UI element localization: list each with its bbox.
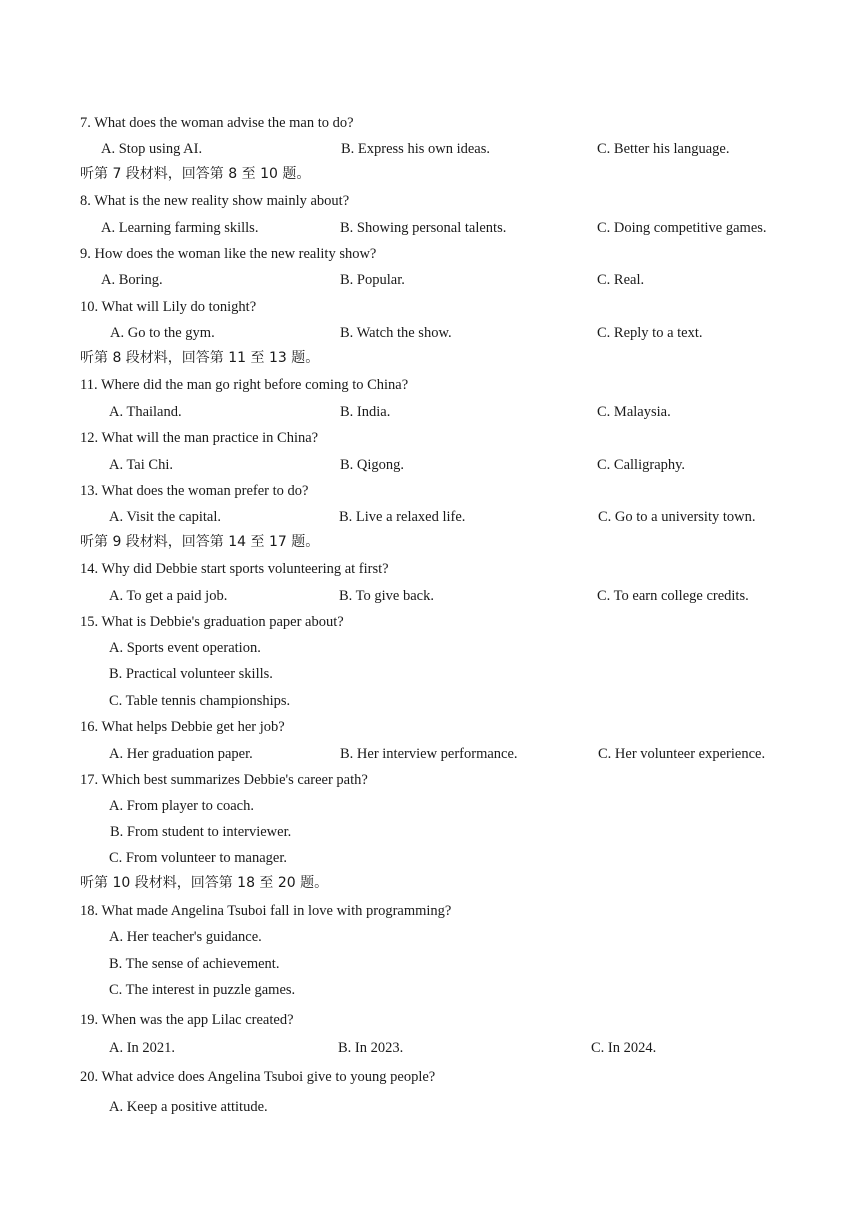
question-15-option-b: B. Practical volunteer skills.	[109, 666, 273, 682]
question-10-option-a: A. Go to the gym.	[110, 325, 215, 341]
question-10-option-c: C. Reply to a text.	[597, 325, 703, 341]
question-9-option-a: A. Boring.	[101, 272, 163, 288]
section-8-heading: 听第 8 段材料，回答第 11 至 13 题。	[80, 350, 320, 366]
question-12-stem: 12. What will the man practice in China?	[80, 430, 319, 446]
question-8-option-a: A. Learning farming skills.	[101, 220, 259, 236]
section-9-heading: 听第 9 段材料，回答第 14 至 17 题。	[80, 534, 320, 550]
question-12-option-b: B. Qigong.	[340, 457, 405, 473]
question-20-option-a: A. Keep a positive attitude.	[109, 1099, 268, 1115]
question-15-option-c: C. Table tennis championships.	[109, 693, 291, 709]
question-17-option-b: B. From student to interviewer.	[110, 824, 292, 840]
question-7-option-c: C. Better his language.	[597, 141, 730, 157]
question-9-option-b: B. Popular.	[340, 272, 405, 288]
question-8-option-c: C. Doing competitive games.	[597, 220, 767, 236]
question-14-option-a: A. To get a paid job.	[109, 588, 228, 604]
question-12-option-c: C. Calligraphy.	[597, 457, 686, 473]
question-10-stem: 10. What will Lily do tonight?	[80, 299, 257, 315]
question-13-stem: 13. What does the woman prefer to do?	[80, 483, 309, 499]
question-18-option-a: A. Her teacher's guidance.	[109, 929, 262, 945]
question-13-option-b: B. Live a relaxed life.	[339, 509, 466, 525]
question-17-option-a: A. From player to coach.	[109, 798, 254, 814]
question-16-option-b: B. Her interview performance.	[340, 746, 518, 762]
question-8-stem: 8. What is the new reality show mainly about?	[80, 193, 350, 209]
question-18-option-b: B. The sense of achievement.	[109, 956, 280, 972]
question-9-option-c: C. Real.	[597, 272, 645, 288]
question-8-option-b: B. Showing personal talents.	[340, 220, 507, 236]
question-11-option-c: C. Malaysia.	[597, 404, 671, 420]
question-15-option-a: A. Sports event operation.	[109, 640, 261, 656]
question-19-option-b: B. In 2023.	[338, 1040, 404, 1056]
section-7-heading: 听第 7 段材料，回答第 8 至 10 题。	[80, 166, 311, 182]
question-11-stem: 11. Where did the man go right before coming to China?	[80, 377, 409, 393]
question-18-stem: 18. What made Angelina Tsuboi fall in love with programming?	[80, 903, 452, 919]
question-12-option-a: A. Tai Chi.	[109, 457, 173, 473]
question-19-option-c: C. In 2024.	[591, 1040, 657, 1056]
question-13-option-a: A. Visit the capital.	[109, 509, 222, 525]
question-16-stem: 16. What helps Debbie get her job?	[80, 719, 285, 735]
question-13-option-c: C. Go to a university town.	[598, 509, 756, 525]
question-7-option-a: A. Stop using AI.	[101, 141, 203, 157]
question-11-option-b: B. India.	[340, 404, 391, 420]
question-19-stem: 19. When was the app Lilac created?	[80, 1012, 294, 1028]
question-16-option-c: C. Her volunteer experience.	[598, 746, 766, 762]
question-17-option-c: C. From volunteer to manager.	[109, 850, 287, 866]
question-9-stem: 9. How does the woman like the new reality show?	[80, 246, 377, 262]
question-16-option-a: A. Her graduation paper.	[109, 746, 253, 762]
question-14-option-c: C. To earn college credits.	[597, 588, 749, 604]
question-7-stem: 7. What does the woman advise the man to do?	[80, 115, 354, 131]
question-20-stem: 20. What advice does Angelina Tsuboi give to young people?	[80, 1069, 436, 1085]
question-14-stem: 14. Why did Debbie start sports volunteering at first?	[80, 561, 389, 577]
question-11-option-a: A. Thailand.	[109, 404, 182, 420]
question-15-stem: 15. What is Debbie's graduation paper about?	[80, 614, 344, 630]
question-14-option-b: B. To give back.	[339, 588, 434, 604]
section-10-heading: 听第 10 段材料，回答第 18 至 20 题。	[80, 875, 329, 891]
question-7-option-b: B. Express his own ideas.	[341, 141, 491, 157]
question-10-option-b: B. Watch the show.	[340, 325, 452, 341]
question-17-stem: 17. Which best summarizes Debbie's career path?	[80, 772, 368, 788]
question-19-option-a: A. In 2021.	[109, 1040, 176, 1056]
question-18-option-c: C. The interest in puzzle games.	[109, 982, 296, 998]
